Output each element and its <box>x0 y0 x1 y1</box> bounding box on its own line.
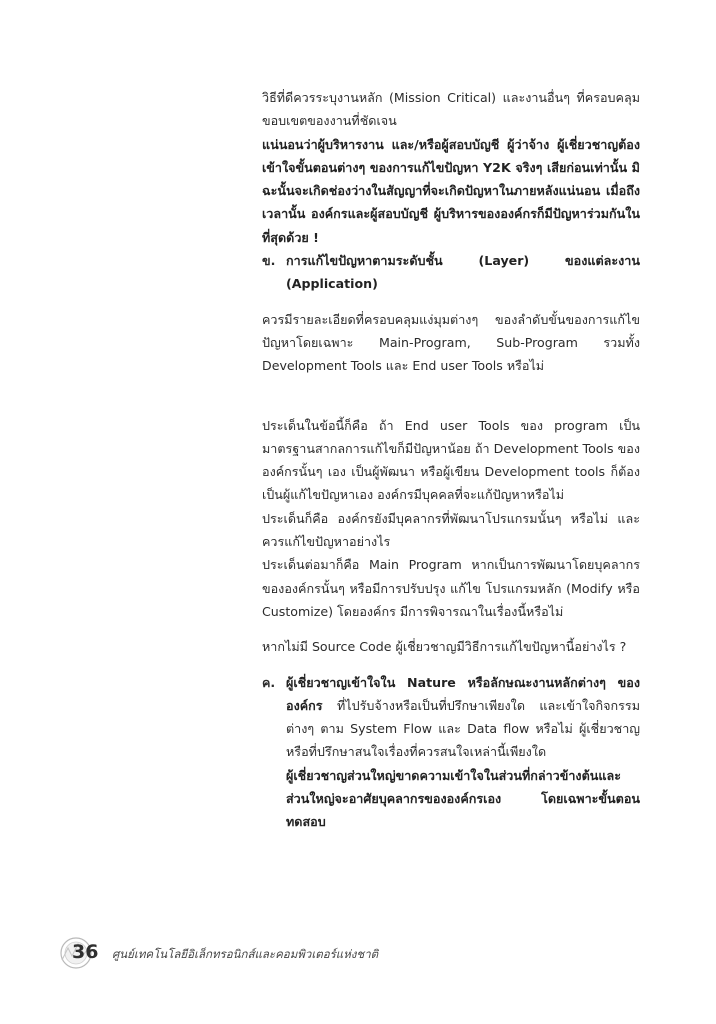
section-b-paragraph-5: หากไม่มี Source Code ผู้เชี่ยวชาญมีวิธีการแก้ไขปัญหานี้อย่างไร ? <box>262 639 627 655</box>
footer-organization-text: ศูนย์เทคโนโลยีอิเล็กทรอนิกส์และคอมพิวเตอร์แห่งชาติ <box>112 947 379 961</box>
section-b-paragraph-1: ควรมีรายละเอียดที่ครอบคลุมแง่มุมต่างๆ ของลำดับขั้นของการแก้ไขปัญหาโดยเฉพาะ Main-Program, Sub-Program รวมทั้ง Development Tools และ End user Tools หรือไม่ <box>262 311 640 374</box>
main-text-column <box>262 86 640 834</box>
section-b-marker: ข. <box>262 253 276 269</box>
section-b-title: การแก้ไขปัญหาตามระดับชั้น (Layer) ของแต่ละงาน (Application) <box>286 253 640 292</box>
section-b-paragraph-2: ประเด็นในข้อนี้ก็คือ ถ้า End user Tools ของ program เป็นมาตรฐานสากลการแก้ไขก็มีปัญหาน้อย ถ้า Development Tools ขององค์กรนั้นๆ เอง เป็นผู้พัฒนา หรือผู้เขียน Development tools ก็ต้องเป็นผู้แก้ไขปัญหาเอง องค์กรมีบุคคลที่จะแก้ปัญหาหรือไม่ <box>262 417 640 503</box>
section-c-body <box>286 671 640 834</box>
page-footer <box>58 936 418 970</box>
section-c-bold-lead: ผู้เชี่ยวชาญเข้าใจใน Nature หรือลักษณะงานหลักต่างๆ ขององค์กร <box>286 674 640 713</box>
page-number: 36 <box>72 941 99 963</box>
section-b-heading <box>262 249 640 296</box>
section-c-marker: ค. <box>262 674 276 690</box>
section-c <box>262 671 640 834</box>
section-b-paragraph-4: ประเด็นต่อมาก็คือ Main Program หากเป็นการพัฒนาโดยบุคลากรขององค์กรนั้นๆ หรือมีการปรับปรุง แก้ไข โปรแกรมหลัก (Modify หรือ Customize) โดยองค์กร มีการพิจารณาในเรื่องนี้หรือไม่ <box>262 557 640 619</box>
warning-paragraph: แน่นอนว่าผู้บริหารงาน และ/หรือผู้สอบบัญชี ผู้ว่าจ้าง ผู้เชี่ยวชาญต้องเข้าใจขั้นตอนต่างๆ ของการแก้ไขปัญหา Y2K จริงๆ เสียก่อนเท่านั้น มิฉะนั้นจะเกิดช่องว่างในสัญญาที่จะเกิดปัญหาในภายหลังแน่นอน เมื่อถึงเวลานั้น องค์กรและผู้สอบบัญชี ผู้บริหารขององค์กรก็มีปัญหาร่วมกันในที่สุดด้วย ! <box>262 136 640 245</box>
section-c-bold-tail: ผู้เชี่ยวชาญส่วนใหญ่ขาดความเข้าใจในส่วนที่กล่าวข้างต้นและส่วนใหญ่จะอาศัยบุคลากรขององค์กรเอง โดยเฉพาะขั้นตอนทดสอบ <box>286 767 640 830</box>
section-b-paragraph-3: ประเด็นก็คือ องค์กรยังมีบุคลากรที่พัฒนาโปรแกรมนั้นๆ หรือไม่ และควรแก้ไขปัญหาอย่างไร <box>262 510 640 550</box>
intro-paragraph: วิธีที่ดีควรระบุงานหลัก (Mission Critical) และงานอื่นๆ ที่ครอบคลุมขอบเขตของงานที่ชัดเจน <box>262 90 640 129</box>
section-c-paragraph <box>286 671 640 764</box>
section-c-text: ที่ไปรับจ้างหรือเป็นที่ปรึกษาเพียงใด และเข้าใจกิจกรรมต่างๆ ตาม System Flow และ Data flow หรือไม่ ผู้เชี่ยวชาญหรือที่ปรึกษาสนใจเรื่องที่ควรสนใจเหล่านี้เพียงใด <box>286 697 640 760</box>
